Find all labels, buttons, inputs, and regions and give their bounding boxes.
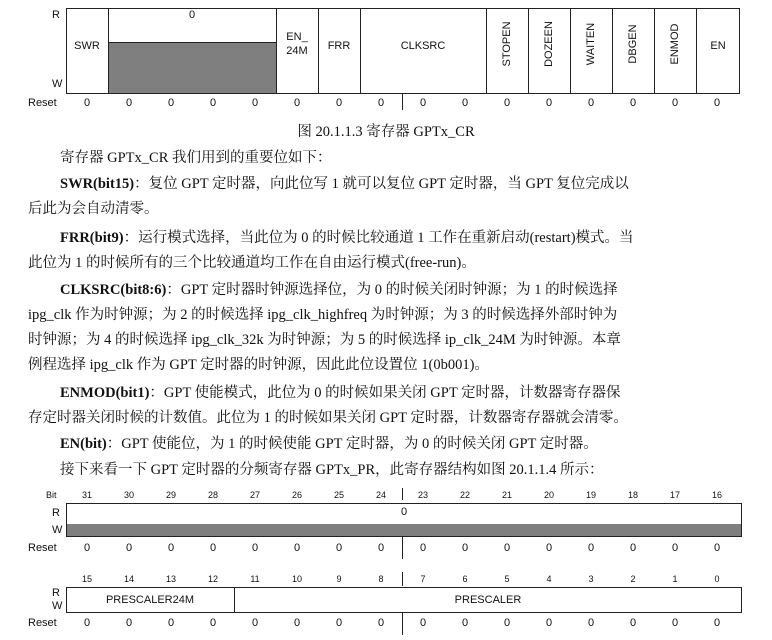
pr-upper-reset-value-13: 0 — [629, 542, 637, 554]
enmod-term: ENMOD(bit1) — [60, 385, 150, 401]
pr-upper-reset-value-11: 0 — [545, 542, 553, 554]
en-term: EN(bit) — [60, 436, 107, 452]
pr-lower-reset-value-3: 0 — [209, 617, 217, 629]
field-dbgen: DBGEN — [627, 24, 639, 64]
field-enmod: ENMOD — [669, 23, 681, 65]
pr-lower-reset-value-2: 0 — [167, 617, 175, 629]
pr-upper-reset-value-6: 0 — [335, 542, 343, 554]
field-clksrc: CLKSRC — [400, 40, 446, 52]
pr-upper-reset-value-15: 0 — [713, 542, 721, 554]
figure-caption: 图 20.1.1.3 寄存器 GPTx_CR — [297, 124, 475, 140]
cr-reset-value-7: 0 — [377, 97, 385, 109]
pr-lower-reset-value-4: 0 — [251, 617, 259, 629]
pr-upper-bit-number-10: 21 — [501, 490, 512, 500]
field-en: EN — [710, 40, 726, 52]
pr-lower-bit-number-6: 9 — [336, 574, 342, 584]
pr-upper-reset-value-8: 0 — [419, 542, 427, 554]
cr-reset-value-10: 0 — [503, 97, 511, 109]
pr-lower-reset-value-15: 0 — [713, 617, 721, 629]
pr-lower-bit-number-13: 2 — [630, 574, 636, 584]
pr-upper-bit-number-12: 19 — [585, 490, 596, 500]
cr-r-label: R — [52, 9, 60, 21]
intro-paragraph: 寄存器 GPTx_CR 我们用到的重要位如下： — [60, 150, 332, 166]
cr-reset-value-6: 0 — [335, 97, 343, 109]
enmod-paragraph: ENMOD(bit1)：GPT 使能模式，此位为 0 的时候如果关闭 GPT 定时器，计数器寄存器保 — [60, 385, 621, 401]
field-prescaler24m: PRESCALER24M — [105, 594, 195, 606]
pr-lower-bit-number-0: 15 — [81, 574, 92, 584]
swr-paragraph: SWR(bit15)：复位 GPT 定时器，向此位写 1 就可以复位 GPT 定时器，当 GPT 复位完成以 — [60, 176, 629, 192]
pr-lower-bit-number-11: 4 — [546, 574, 552, 584]
pr-upper-reset-value-5: 0 — [293, 542, 301, 554]
cr-reset-value-12: 0 — [587, 97, 595, 109]
cr-reset-value-8: 0 — [419, 97, 427, 109]
pr-upper-reset-value-12: 0 — [587, 542, 595, 554]
cr-reset-value-11: 0 — [545, 97, 553, 109]
cr-reset-value-15: 0 — [713, 97, 721, 109]
cr-reset-value-13: 0 — [629, 97, 637, 109]
cr-reset-value-9: 0 — [461, 97, 469, 109]
pr-lower-bit-number-1: 14 — [123, 574, 134, 584]
pr-lower-bit-number-2: 13 — [165, 574, 176, 584]
next-paragraph: 接下来看一下 GPT 定时器的分频寄存器 GPTx_PR，此寄存器结构如图 20.1.1.4 所示： — [60, 462, 604, 478]
pr-lower-reset-value-7: 0 — [377, 617, 385, 629]
cr-reset-value-1: 0 — [125, 97, 133, 109]
pr-lower-reset-value-1: 0 — [125, 617, 133, 629]
pr-lower-bit-number-15: 0 — [714, 574, 720, 584]
cr-reset-label: Reset — [28, 97, 57, 109]
pr-upper-reset-value-2: 0 — [167, 542, 175, 554]
pr-lower-reset-label: Reset — [28, 617, 57, 629]
pr-bit-label: Bit — [46, 490, 57, 500]
pr-upper-bit-number-4: 27 — [249, 490, 260, 500]
field-prescaler: PRESCALER — [454, 594, 522, 606]
frr-paragraph: FRR(bit9)：运行模式选择，当此位为 0 的时候比较通道 1 工作在重新启动(restart)模式。当 — [60, 230, 634, 246]
pr-lower-w-label: W — [52, 600, 63, 612]
pr-upper-reset-value-0: 0 — [83, 542, 91, 554]
pr-lower-reset-value-6: 0 — [335, 617, 343, 629]
field-en-24m: EN_ 24M — [286, 31, 308, 57]
pr-lower-bit-number-8: 7 — [420, 574, 426, 584]
pr-upper-reset-value-3: 0 — [209, 542, 217, 554]
pr-upper-bit-number-3: 28 — [207, 490, 218, 500]
pr-upper-bit-number-14: 17 — [669, 490, 680, 500]
en-paragraph: EN(bit)：GPT 使能位，为 1 的时候使能 GPT 定时器，为 0 的时候关闭 GPT 定时器。 — [60, 436, 598, 452]
cr-reset-value-4: 0 — [251, 97, 259, 109]
pr-upper-bit-number-5: 26 — [291, 490, 302, 500]
pr-upper-reserved-w — [67, 524, 741, 536]
pr-upper-bit-number-1: 30 — [123, 490, 134, 500]
field-frr: FRR — [327, 40, 351, 52]
cr-reset-value-5: 0 — [293, 97, 301, 109]
pr-upper-bit-number-2: 29 — [165, 490, 176, 500]
pr-lower-bit-number-9: 6 — [462, 574, 468, 584]
pr-lower-reset-value-8: 0 — [419, 617, 427, 629]
pr-lower-reset-value-10: 0 — [503, 617, 511, 629]
pr-lower-reset-value-14: 0 — [671, 617, 679, 629]
swr-term: SWR(bit15) — [60, 176, 135, 192]
pr-upper-reset-value-1: 0 — [125, 542, 133, 554]
pr-upper-bit-number-13: 18 — [627, 490, 638, 500]
pr-upper-bit-number-0: 31 — [81, 490, 92, 500]
pr-lower-bit-number-14: 1 — [672, 574, 678, 584]
pr-upper-r-label: R — [52, 507, 60, 519]
pr-lower-bit-number-5: 10 — [291, 574, 302, 584]
pr-upper-bit-number-15: 16 — [711, 490, 722, 500]
pr-lower-bit-number-12: 3 — [588, 574, 594, 584]
clksrc-term: CLKSRC(bit8:6) — [60, 282, 167, 298]
cr-w-label: W — [52, 78, 63, 90]
field-stopen: STOPEN — [501, 21, 513, 67]
pr-upper-bit-number-6: 25 — [333, 490, 344, 500]
cr-reset-value-0: 0 — [83, 97, 91, 109]
pr-upper-reset-value-9: 0 — [461, 542, 469, 554]
cr-reset-value-14: 0 — [671, 97, 679, 109]
pr-lower-reset-value-5: 0 — [293, 617, 301, 629]
cr-reset-value-2: 0 — [167, 97, 175, 109]
field-waiten: WAITEN — [585, 22, 597, 66]
pr-lower-bit-number-4: 11 — [250, 574, 260, 584]
pr-upper-bit-number-8: 23 — [417, 490, 428, 500]
field-swr: SWR — [74, 40, 100, 52]
pr-upper-reset-label: Reset — [28, 542, 57, 554]
pr-upper-value: 0 — [400, 506, 408, 518]
cr-reserved-value: 0 — [188, 9, 196, 21]
pr-lower-r-label: R — [52, 587, 60, 599]
cr-reserved-w-area — [108, 42, 276, 93]
pr-lower-bit-number-7: 8 — [378, 574, 384, 584]
field-dozeen: DOZEEN — [543, 21, 555, 67]
pr-upper-reset-value-7: 0 — [377, 542, 385, 554]
pr-upper-bit-number-7: 24 — [375, 490, 386, 500]
pr-lower-bit-number-3: 12 — [207, 574, 218, 584]
cr-reset-value-3: 0 — [209, 97, 217, 109]
pr-lower-reset-value-12: 0 — [587, 617, 595, 629]
pr-upper-reset-value-14: 0 — [671, 542, 679, 554]
clksrc-paragraph: CLKSRC(bit8:6)：GPT 定时器时钟源选择位，为 0 的时候关闭时钟源；为 1 的时候选择 — [60, 282, 618, 298]
pr-upper-reset-value-10: 0 — [503, 542, 511, 554]
pr-lower-reset-value-11: 0 — [545, 617, 553, 629]
pr-upper-bit-number-11: 20 — [543, 490, 554, 500]
frr-term: FRR(bit9) — [60, 230, 124, 246]
pr-lower-reset-value-9: 0 — [461, 617, 469, 629]
pr-upper-reset-value-4: 0 — [251, 542, 259, 554]
pr-lower-reset-value-13: 0 — [629, 617, 637, 629]
pr-upper-w-label: W — [52, 524, 63, 536]
pr-lower-bit-number-10: 5 — [504, 574, 510, 584]
pr-upper-bit-number-9: 22 — [459, 490, 470, 500]
pr-lower-reset-value-0: 0 — [83, 617, 91, 629]
